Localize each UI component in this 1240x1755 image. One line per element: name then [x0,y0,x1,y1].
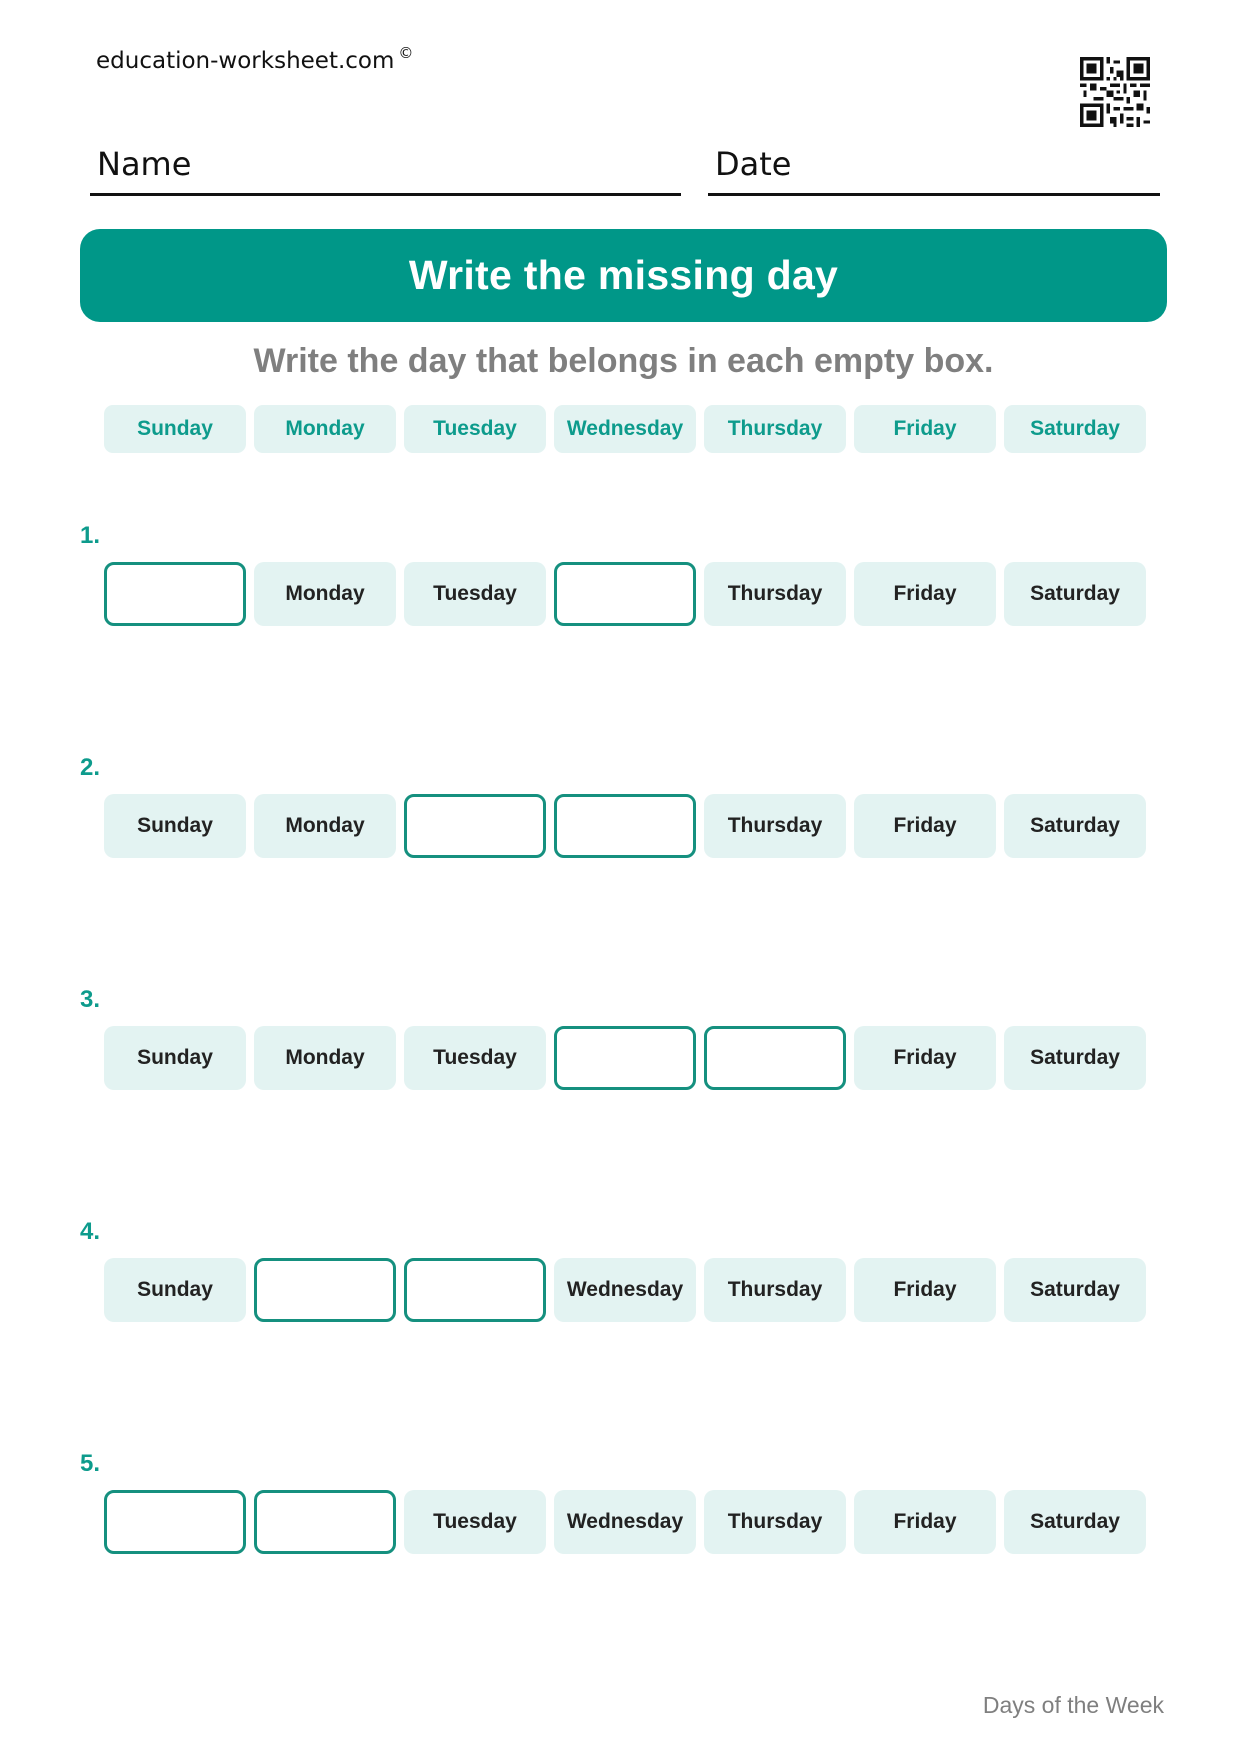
answer-box[interactable] [704,1026,846,1090]
day-cell: Friday [854,1490,996,1554]
copyright-symbol: © [398,44,414,62]
question-number: 4. [80,1218,101,1245]
day-cell: Friday [854,794,996,858]
day-cell: Thursday [704,1258,846,1322]
day-row [104,1258,1146,1322]
date-field[interactable] [708,140,1160,196]
day-cell: Sunday [104,1258,246,1322]
day-cell: Tuesday [404,1490,546,1554]
question-number: 5. [80,1450,101,1477]
question-number: 2. [80,754,101,781]
title-banner [80,229,1167,322]
reference-day: Tuesday [404,405,546,453]
reference-day: Thursday [704,405,846,453]
instruction-text: Write the day that belongs in each empty box. [253,342,994,380]
reference-days-row [104,405,1146,453]
site-name-text: education-worksheet.com [96,48,395,74]
day-row [104,794,1146,858]
day-cell: Friday [854,1026,996,1090]
day-cell: Wednesday [554,1258,696,1322]
day-cell: Thursday [704,562,846,626]
day-cell: Saturday [1004,562,1146,626]
answer-box[interactable] [404,1258,546,1322]
site-name [96,44,414,74]
page-title: Write the missing day [408,252,839,298]
day-cell: Wednesday [554,1490,696,1554]
answer-box[interactable] [554,794,696,858]
day-cell: Thursday [704,794,846,858]
day-cell: Saturday [1004,1258,1146,1322]
day-row [104,562,1146,626]
answer-box[interactable] [254,1490,396,1554]
day-cell: Tuesday [404,562,546,626]
reference-day: Sunday [104,405,246,453]
name-field[interactable] [90,140,681,196]
day-cell: Monday [254,794,396,858]
day-cell: Saturday [1004,794,1146,858]
day-cell: Saturday [1004,1490,1146,1554]
day-cell: Tuesday [404,1026,546,1090]
question-number: 3. [80,986,101,1013]
footer-title: Days of the Week [982,1692,1164,1718]
answer-box[interactable] [404,794,546,858]
day-row [104,1026,1146,1090]
day-cell: Friday [854,1258,996,1322]
reference-day: Friday [854,405,996,453]
answer-box[interactable] [104,562,246,626]
day-cell: Saturday [1004,1026,1146,1090]
day-cell: Thursday [704,1490,846,1554]
reference-day: Monday [254,405,396,453]
day-cell: Monday [254,1026,396,1090]
answer-box[interactable] [554,562,696,626]
day-row [104,1490,1146,1554]
date-label: Date [715,145,792,183]
answer-box[interactable] [254,1258,396,1322]
answer-box[interactable] [104,1490,246,1554]
day-cell: Monday [254,562,396,626]
day-cell: Sunday [104,794,246,858]
qr-code-icon [1080,57,1150,127]
answer-box[interactable] [554,1026,696,1090]
name-label: Name [97,145,192,183]
day-cell: Friday [854,562,996,626]
reference-day: Wednesday [554,405,696,453]
day-cell: Sunday [104,1026,246,1090]
question-number: 1. [80,522,101,549]
reference-day: Saturday [1004,405,1146,453]
